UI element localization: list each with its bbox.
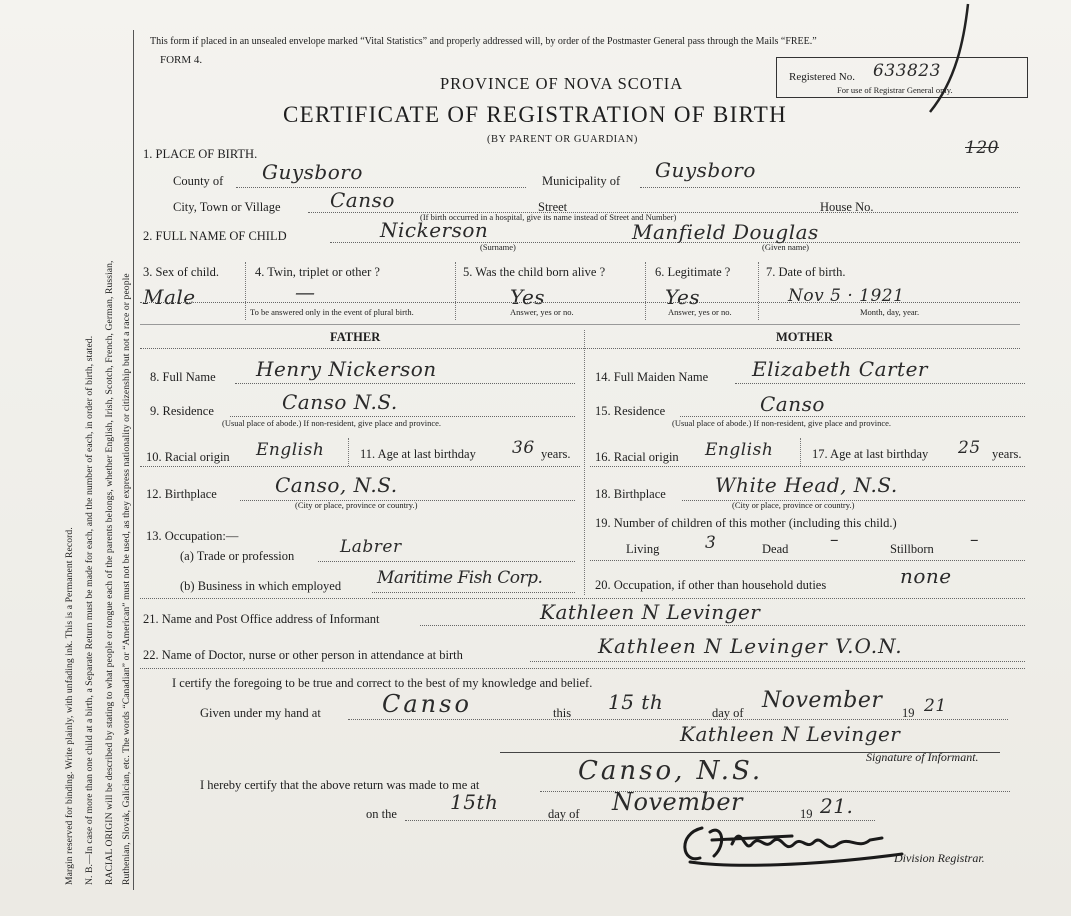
given-name-note: (Given name) (762, 242, 809, 252)
twin-note: To be answered only in the event of plural birth. (250, 307, 414, 317)
father-birthplace-label: 12. Birthplace (146, 487, 217, 501)
city-label: City, Town or Village (173, 200, 281, 214)
postal-notice: This form if placed in an unsealed envelope marked “Vital Statistics” and properly addressed will, by order of the Postmaster General pass through the Mails “FREE.” (150, 36, 817, 47)
father-race-line (140, 466, 580, 467)
mother-residence-line (680, 416, 1025, 417)
dob-value: Nov 5 · 1921 (788, 286, 905, 306)
mother-name-line (735, 383, 1025, 384)
trade-label: (a) Trade or profession (180, 549, 295, 563)
business-label: (b) Business in which employed (180, 579, 342, 593)
mother-age: 25 (958, 438, 981, 458)
attendant-label: 22. Name of Doctor, nurse or other person in attendance at birth (143, 648, 463, 662)
informant-label: 21. Name and Post Office address of Informant (143, 612, 380, 626)
year-prefix: 19 (902, 706, 915, 720)
mother-occupation-label: 20. Occupation, if other than household duties (595, 578, 827, 592)
attendant-value: Kathleen N Levinger V.O.N. (598, 634, 903, 658)
page-title: CERTIFICATE OF REGISTRATION OF BIRTH (283, 102, 788, 127)
dob-label: 7. Date of birth. (766, 265, 846, 279)
father-race: English (256, 440, 325, 460)
given-year: 21 (924, 696, 947, 716)
mother-birthplace: White Head, N.S. (715, 473, 898, 497)
county-label: County of (173, 174, 224, 188)
margin-rule (133, 30, 134, 890)
father-name-label: 8. Full Name (150, 370, 216, 384)
divider (348, 438, 349, 466)
father-residence-line (230, 416, 575, 417)
father-residence-note: (Usual place of abode.) If non-resident, give place and province. (222, 418, 442, 428)
province-heading: PROVINCE OF NOVA SCOTIA (440, 74, 684, 93)
registration-day: 15th (450, 790, 499, 814)
dead-label: Dead (762, 542, 789, 556)
mother-residence-note: (Usual place of abode.) If non-resident, give place and province. (672, 418, 892, 428)
child-surname: Nickerson (380, 218, 489, 242)
registrar-signature (672, 814, 912, 874)
informant-signature: Kathleen N Levinger (680, 722, 901, 746)
municipality-line (640, 187, 1020, 188)
occupation-line (140, 598, 1025, 599)
hereby-text: I hereby certify that the above return was made to me at (200, 778, 480, 792)
registration-year: 21. (820, 794, 854, 818)
father-age-label: 11. Age at last birthday (360, 447, 476, 461)
informant-line (420, 625, 1025, 626)
reg-year-prefix: 19 (800, 807, 813, 821)
certify-text: I certify the foregoing to be true and correct to the best of my knowledge and belief. (172, 676, 593, 690)
mother-residence-label: 15. Residence (595, 404, 666, 418)
father-years: years. (541, 447, 571, 461)
hospital-note: (If birth occurred in a hospital, give its name instead of Street and Number) (420, 212, 677, 222)
child-name-label: 2. FULL NAME OF CHILD (143, 229, 287, 243)
sex-label: 3. Sex of child. (143, 265, 220, 279)
sidebar-line-2: N. B.—In case of more than one child at a birth, a Separate Return must be made for each, and the number of each, in order of birth, stated. (84, 335, 95, 885)
father-residence-label: 9. Residence (150, 404, 214, 418)
living-label: Living (626, 542, 660, 556)
sidebar-line-4: Ruthenian, Slovak, Galician, etc. The words “Canadian” or “American” must not be used, as they express nationality or citizenship but not a race or people (121, 273, 132, 885)
reg-day-of-label: day of (548, 807, 580, 821)
slash-mark (920, 0, 980, 120)
sidebar-line-3: RACIAL ORIGIN will be described by stating to what people or tongue each of the parents belongs, whether English, Irish, Scotch, French, German, Russian, (104, 260, 115, 885)
father-age: 36 (512, 438, 535, 458)
given-month: November (762, 688, 883, 713)
alive-value: Yes (510, 285, 546, 309)
father-birthplace-note: (City or place, province or country.) (295, 500, 418, 510)
attendant-bottom-line (140, 668, 1025, 669)
stillborn-value: – (970, 530, 979, 550)
father-race-label: 10. Racial origin (146, 450, 230, 464)
father-name: Henry Nickerson (256, 357, 437, 381)
corner-number: 120 (965, 138, 999, 158)
section-rule (140, 324, 1020, 325)
street-label: Street (538, 200, 568, 214)
father-trade: Labrer (340, 537, 402, 557)
mother-race-line (590, 466, 1025, 467)
children-line (590, 560, 1025, 561)
registered-label: Registered No. (789, 71, 855, 83)
surname-note: (Surname) (480, 242, 516, 252)
mother-age-label: 17. Age at last birthday (812, 447, 929, 461)
divider (645, 262, 646, 320)
mother-name-label: 14. Full Maiden Name (595, 370, 709, 384)
day-of-label: day of (712, 706, 744, 720)
divider (455, 262, 456, 320)
father-birthplace: Canso, N.S. (275, 473, 398, 497)
father-residence: Canso N.S. (282, 390, 398, 414)
signature-label: Signature of Informant. (866, 750, 979, 764)
registrar-label: Division Registrar. (894, 851, 985, 865)
registered-number: 633823 (873, 61, 941, 81)
divider (245, 262, 246, 320)
municipality-label: Municipality of (542, 174, 621, 188)
attendant-line (530, 661, 1025, 662)
column-divider (584, 330, 585, 595)
city-value: Canso (330, 188, 395, 212)
father-heading: FATHER (330, 330, 381, 344)
county-value: Guysboro (262, 160, 363, 184)
child-given-name: Manfield Douglas (632, 220, 819, 244)
informant-value: Kathleen N Levinger (540, 600, 761, 624)
legitimate-label: 6. Legitimate ? (655, 265, 731, 279)
given-under-label: Given under my hand at (200, 706, 321, 720)
hereby-line (540, 791, 1010, 792)
divider (758, 262, 759, 320)
form-number: FORM 4. (160, 54, 203, 66)
mother-occupation: none (900, 564, 952, 588)
legitimate-value: Yes (665, 285, 701, 309)
sidebar-instructions (0, 0, 135, 916)
sidebar-line-1: Margin reserved for binding. Write plainly, with unfading ink. This is a Permanent Record. (64, 527, 75, 885)
mother-name: Elizabeth Carter (752, 357, 928, 381)
registration-month: November (612, 788, 744, 816)
alive-label: 5. Was the child born alive ? (463, 265, 606, 279)
registrar-note: For use of Registrar General only. (837, 85, 953, 95)
place-of-birth-label: 1. PLACE OF BIRTH. (143, 147, 258, 161)
business-line (372, 592, 575, 593)
divider (800, 438, 801, 466)
alive-note: Answer, yes or no. (510, 307, 574, 317)
given-day: 15 th (608, 690, 664, 714)
stillborn-label: Stillborn (890, 542, 934, 556)
twin-value: — (295, 280, 316, 304)
mother-race-label: 16. Racial origin (595, 450, 679, 464)
father-occupation-label: 13. Occupation:— (146, 529, 239, 543)
children-label: 19. Number of children of this mother (including this child.) (595, 516, 897, 530)
house-label: House No. (820, 200, 874, 214)
page-subtitle: (BY PARENT OR GUARDIAN) (487, 134, 638, 145)
mother-birthplace-note: (City or place, province or country.) (732, 500, 855, 510)
mother-heading: MOTHER (776, 330, 833, 344)
on-the-label: on the (366, 807, 397, 821)
dob-note: Month, day, year. (860, 307, 920, 317)
mother-race: English (705, 440, 774, 460)
details-line (140, 302, 1020, 303)
sex-value: Male (143, 285, 196, 309)
trade-line (318, 561, 575, 562)
father-name-line (235, 383, 575, 384)
dead-value: – (830, 530, 839, 550)
registrar-signature-text: C.A. Whitman (732, 854, 739, 855)
mother-years: years. (992, 447, 1022, 461)
header-line (140, 348, 1020, 349)
municipality-value: Guysboro (655, 158, 756, 182)
twin-label: 4. Twin, triplet or other ? (255, 265, 380, 279)
father-business: Maritime Fish Corp. (377, 568, 543, 588)
living-value: 3 (705, 533, 717, 553)
registration-place: Canso, N.S. (578, 756, 764, 786)
legitimate-note: Answer, yes or no. (668, 307, 732, 317)
this-label: this (553, 706, 572, 720)
registration-box (776, 57, 1028, 98)
given-place: Canso (382, 690, 472, 718)
mother-birthplace-label: 18. Birthplace (595, 487, 666, 501)
mother-residence: Canso (760, 392, 825, 416)
